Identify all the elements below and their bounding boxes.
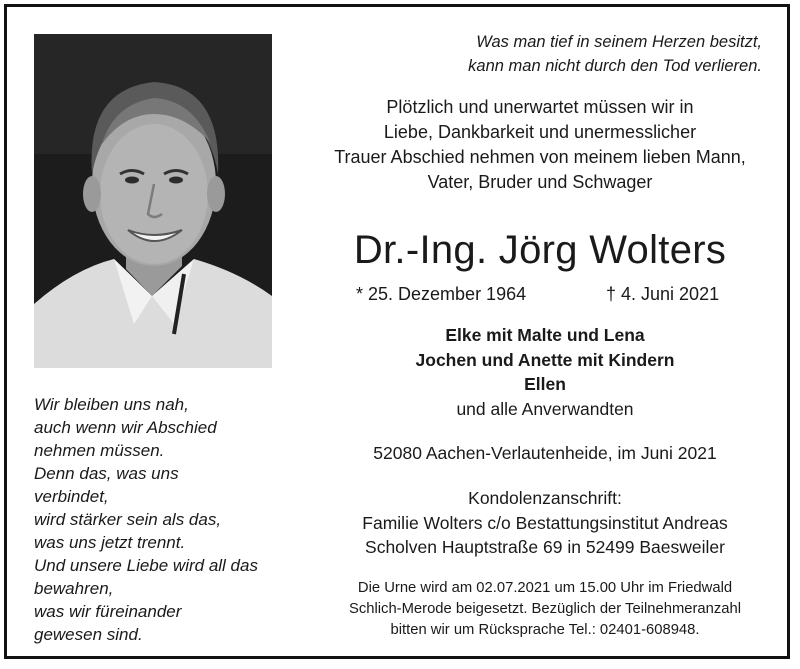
place-and-date: 52080 Aachen-Verlautenheide, im Juni 2021	[373, 443, 717, 463]
condolence-address	[320, 486, 770, 560]
burial-note	[320, 578, 770, 641]
family-line: Jochen und Anette mit Kindern	[415, 349, 675, 370]
family-line: Ellen	[524, 374, 566, 394]
poem-line: verbindet,	[34, 487, 109, 506]
poem-line: was uns jetzt trennt.	[34, 533, 186, 552]
poem-line: wird stärker sein als das,	[34, 510, 222, 529]
condolence-line: Familie Wolters c/o Bestattungsinstitut Andreas	[362, 512, 728, 533]
deceased-name: Dr.-Ing. Jörg Wolters	[353, 228, 727, 272]
condolence-heading: Kondolenzanschrift:	[468, 488, 622, 508]
motto-quote	[402, 30, 762, 78]
poem-line: nehmen müssen.	[34, 441, 165, 460]
note-line: Schlich-Merode beigesetzt. Bezüglich der Teilnehmeranzahl	[348, 601, 742, 617]
death-date: † 4. Juni 2021	[606, 284, 720, 304]
note-line: bitten wir um Rücksprache Tel.: 02401-608948.	[390, 622, 700, 638]
poem-line: auch wenn wir Abschied	[34, 418, 217, 437]
portrait-illustration	[34, 34, 272, 368]
birth-date: * 25. Dezember 1964	[356, 284, 527, 304]
announcement-line: Trauer Abschied nehmen von meinem lieben Mann,	[334, 147, 746, 167]
poem-line: Denn das, was uns	[34, 464, 179, 483]
poem-line: was wir füreinander	[34, 602, 182, 621]
farewell-poem	[34, 393, 304, 646]
family-line: Elke mit Malte und Lena	[445, 325, 645, 345]
portrait-photo	[34, 34, 272, 368]
announcement-line: Vater, Bruder und Schwager	[427, 172, 653, 192]
poem-line: Wir bleiben uns nah,	[34, 395, 189, 414]
relatives-line: und alle Anverwandten	[456, 398, 634, 419]
poem-line: gewesen sind.	[34, 625, 143, 644]
motto-line: Was man tief in seinem Herzen besitzt,	[476, 33, 762, 51]
motto-line: kann man nicht durch den Tod verlieren.	[468, 57, 762, 75]
poem-line: Und unsere Liebe wird all das	[34, 556, 258, 575]
announcement-text	[320, 95, 760, 195]
bereaved-family	[330, 323, 760, 421]
announcement-line: Liebe, Dankbarkeit und unermesslicher	[383, 122, 697, 142]
announcement-line: Plötzlich und unerwartet müssen wir in	[386, 97, 694, 117]
poem-line: bewahren,	[34, 579, 114, 598]
condolence-line: Scholven Hauptstraße 69 in 52499 Baesweiler	[365, 537, 725, 557]
note-line: Die Urne wird am 02.07.2021 um 15.00 Uhr im Friedwald	[357, 580, 733, 596]
